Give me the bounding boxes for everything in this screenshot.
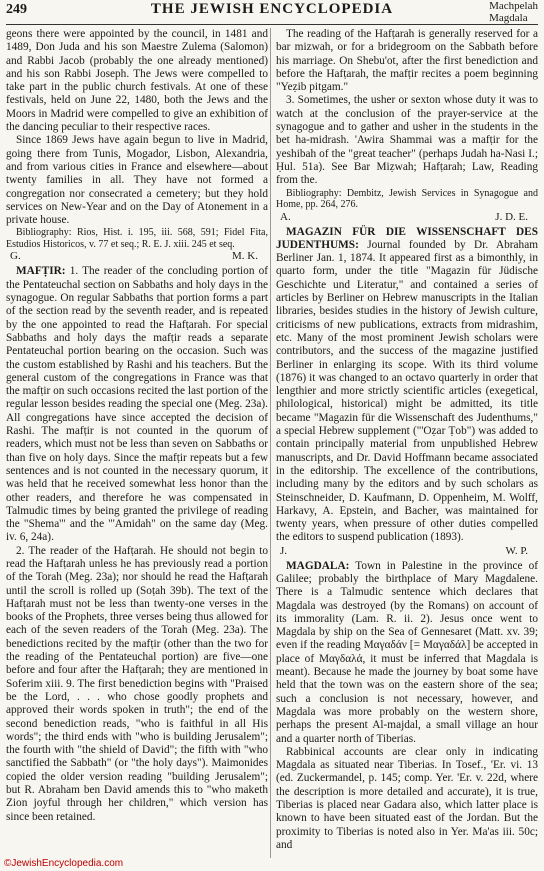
page-number: 249 [6, 2, 27, 17]
entry-title: MAGDALA: [286, 559, 350, 572]
entry-text: Journal founded by Dr. Abraham Berliner Jan. 1, 1874. It appeared first as a bimonthly, in quarto form, under the title "Magazin für Jüdische Geschichte und Literatur," and contained a series of articles by Berliner on Hebrew manuscripts in the Italian libraries, besides studies in the history of Jewish culture, criticisms of new publications, extracts from midrashim, etc. Many of the most prominent Jewish scholars were contributors, and the success of the magazine justified Berliner in enlarging its scope. With its third volume (1876) it was changed to an octavo quarterly in order that lengthier and more strictly scientific articles (exegetical, philological, historical) might be admitted, its title became "Magazin für die Wissenschaft des Judenthums," a special Hebrew supplement ("'Oẓar Ṭob") was added to contain principally material from unpublished Hebrew manuscripts, and Dr. David Hoffmann became associated in the editorship. The excellence of the contributions, including many by the editors and by such scholars as Steinschneider, D. Kaufmann, D. Oppenheim, M. Wolff, Harkavy, A. Epstein, and Bacher, was maintained for twenty years, when pressure of other duties compelled the editors to suspend publication (1893). [276, 238, 538, 544]
entry-text: 1. The reader of the concluding portion of the Pentateuchal section on Sabbaths and holy days in the synagogue. On regular Sabbaths that portion forms a part of the section read by the seventh reader, and is repeated by the one appointed to read the Hafṭarah. For special Sabbaths and holy days the mafṭir reads a separate Pentateuchal portion bearing on the occasion. Such was the custom established by Rashi and his teachers. But the general custom of the congregations in France was that the mafṭir on such occasions recited the last portion of the regular lesson besides reading the special one (Meg. 23a). All congregations have since accepted the decision of Rashi. The mafṭir is not counted in the quorum of readers, which must not be less than seven on Sabbaths or than five on holy days. Since the mafṭir repeats but a few sentences and is not counted in the necessary quorum, it was held that he received somewhat less honor than the other readers, and therefore he was compensated in Talmudic times by being granted the privilege of reading the "Shema'" and the "'Amidah" on the same day (Meg. iv. 6, 24a). [6, 265, 268, 544]
catchword-first: Machpelah [489, 0, 538, 12]
signature-initial: G. [10, 250, 21, 263]
paragraph: Rabbinical accounts are clear only in indicating Magdala as situated near Tiberias. In Tosef., 'Er. vi. 13 (ed. Zuckermandel, p. 145; comp. Yer. 'Er. v. 22d, where the description is more detailed and accurate), it is true, Tiberias is placed near Gadara also, which latter place is known to have been situated east of the Jordan. But the proximity to Tiberias is noted also in Yer. Ma'as iii. 50c; and [276, 745, 538, 851]
signature-author: J. D. E. [495, 210, 528, 223]
header-rule [6, 24, 538, 25]
entry-magdala [276, 560, 538, 746]
entry-text: Town in Palestine in the province of Galilee; probably the birthplace of Mary Magdalene. There is a Talmudic sentence which declares that Magdala was destroyed (by the Romans) on account of its immorality (Lam. R. ii. 2). Jesus once went to Magdala by ship on the Sea of Gennesaret (Matt. xv. 39; even if the reading Μαγαδάν [= Μαγαδάλ] be accepted in place of Μαγδαλά, it must be inferred that Magdala is meant). Because he made the journey by boat some have held that the town was on the eastern shore of the sea; such a conclusion is not necessary, however, and Magdala was more probably on the western shore, perhaps the present Al-majdal, a small village an hour and a quarter north of Tiberias. [276, 559, 538, 745]
catchwords [489, 0, 538, 24]
entry-maftir [6, 265, 268, 544]
signature-author: M. K. [232, 250, 258, 263]
running-title: THE JEWISH ENCYCLOPEDIA [150, 1, 394, 17]
right-column [276, 28, 538, 858]
paragraph: geons there were appointed by the council, in 1481 and 1489, Don Juda and his son Maestre Zulema (Salomon) and Rabbi Jacob (probably the one already mentioned) and his son Rabbi Joseph. The Jews were compelled to take part in the public church festivals. At one of these festivals, held on June 22, 1480, both the Jews and the Moors in Madrid were compelled to give an exhibition of the dancing peculiar to their respective races. [6, 28, 268, 134]
page-header [6, 0, 538, 24]
signature-initial: A. [280, 210, 291, 223]
signature-initial: J. [280, 544, 288, 557]
paragraph: 3. Sometimes, the usher or sexton whose duty it was to watch at the conclusion of the prayer-service at the synagogue and to gather and usher in the students in the bet ha-midrash. 'Awira Shammai was a mafṭir for the yeshibah of the "great teacher" (perhaps Judah ha-Nasi I.; Ḥul. 51a). See Bar Miẓwah; Hafṭarah; Law, Reading from the. [276, 94, 538, 187]
bibliography: Bibliography: Rios, Hist. i. 195, iii. 568, 591; Fidel Fita, Estudios Historicos, v. 77 et seq.; R. E. J. xiii. 245 et seq. [6, 227, 268, 250]
left-column [6, 28, 268, 858]
bibliography: Bibliography: Dembitz, Jewish Services in Synagogue and Home, pp. 264, 276. [276, 187, 538, 211]
paragraph: Since 1869 Jews have again begun to live in Madrid, going there from Tunis, Mogador, Lisbon, Alexandria, and from various cities in France and elsewhere—about twenty families in all. They have not formed a congregation nor consecrated a cemetery; but they hold services on New-Year and on the Day of Atonement in a private house. [6, 134, 268, 227]
signature-author: W. P. [505, 544, 528, 557]
paragraph: 2. The reader of the Hafṭarah. He should not begin to read the Hafṭarah unless he has previously read a portion of the Torah (Meg. 23a); nor should he read the Hafṭarah until the scroll is rolled up (Soṭah 39b). The text of the Hafṭarah must not be less than twenty-one verses in the books of the Prophets, three verses being thus allowed for each of the seven readers of the Torah (Meg. 23a). The benedictions recited by the mafṭir (other than the two for the reading of the Pentateuchal portion) are five—one before and four after the Hafṭarah; they are mentioned in Soferim xiii. 9. The first benediction begins with "Praised be the Lord, . . . who chose goodly prophets and approved their words spoken in truth"; the end of the second benediction reads, "who is faithful in all His words"; the third ends with "who is building Jerusalem"; the fourth with "the shield of David"; the fifth with "who sanctified the Sabbath" (or "the holy days"). Maimonides copied the older version reading "building Jerusalem"; but R. Abraham ben David amends this to "who maketh Zion joyful through her children," which version has since been retained. [6, 544, 268, 823]
entry-title: MAGAZIN FÜR DIE WISSENSCHAFT DES JUDENTHUMS: [276, 225, 538, 251]
catchword-last: Magdala [489, 12, 528, 24]
signature [276, 545, 538, 558]
entry-title: MAFṬIR: [16, 265, 66, 278]
copyright-link[interactable]: ©JewishEncyclopedia.com [4, 858, 124, 869]
column-divider [270, 28, 271, 858]
signature [6, 250, 268, 263]
paragraph: The reading of the Hafṭarah is generally reserved for a bar mizwah, or for a bridegroom on the Sabbath before his marriage. On Shebu'ot, after the first benediction and before the Hafṭarah, the mafṭir recites a poem beginning "Yeẓib pitgam." [276, 28, 538, 94]
entry-magazin [276, 226, 538, 545]
signature [276, 211, 538, 224]
